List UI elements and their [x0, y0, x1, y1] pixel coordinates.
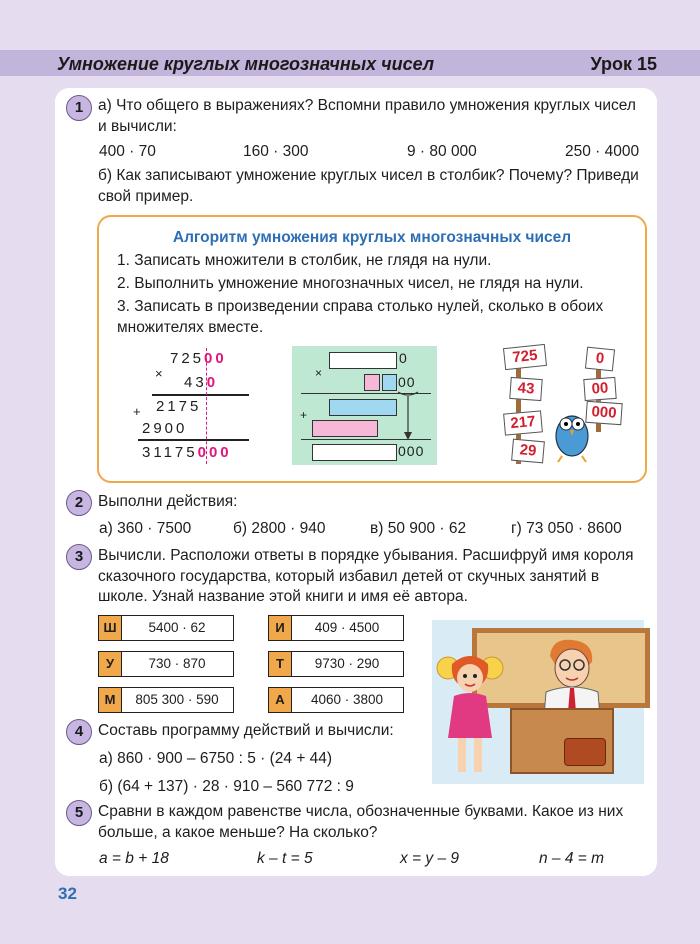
cipher-expr: 409 · 4500 — [314, 620, 380, 635]
task-number: 4 — [66, 719, 92, 745]
plus-sign: + — [133, 404, 144, 419]
cipher-card — [268, 615, 404, 641]
cipher-card — [268, 687, 404, 713]
result-zeros: 000 — [197, 444, 232, 461]
cipher-expr: 805 300 · 590 — [135, 692, 219, 707]
partial-product-2: 2900 — [142, 420, 188, 437]
cipher-card — [98, 615, 234, 641]
classroom-illustration — [432, 620, 644, 784]
algorithm-step: 1. Записать множители в столбик, не глядя на нули. — [117, 252, 492, 269]
task4-b: б) (64 + 137) · 28 · 910 – 560 772 : 9 — [99, 778, 354, 795]
cipher-letter: Т — [269, 652, 292, 676]
scheme-box — [329, 399, 397, 416]
zero-separator-line — [206, 348, 207, 464]
task-number: 3 — [66, 544, 92, 570]
task2-text: Выполни действия: — [98, 493, 238, 510]
cipher-expr: 5400 · 62 — [148, 620, 206, 635]
result-digits: 31175 — [142, 444, 198, 461]
times-sign: × — [155, 366, 166, 381]
task3-text: Вычисли. Расположи ответы в порядке убывания. Расшифруй имя короля сказочного государства, который избавил детей от скучных занятий в школе. Узнай название этой книги и имя её автора. — [98, 547, 634, 605]
algorithm-title: Алгоритм умножения круглых многозначных чисел — [172, 229, 572, 246]
cipher-letter: Ш — [99, 616, 122, 640]
cipher-expr: 9730 · 290 — [314, 656, 380, 671]
column-line — [138, 439, 249, 441]
task5-equation: n – 4 = m — [539, 850, 605, 867]
task1-expr: 400 · 70 — [99, 143, 156, 160]
task2-expr: а) 360 · 7500 — [99, 520, 192, 537]
cipher-card — [98, 687, 234, 713]
algorithm-step: 2. Выполнить умножение многозначных чисел, не глядя на нули. — [117, 275, 584, 292]
briefcase-icon — [564, 738, 606, 766]
task2-expr: г) 73 050 · 8600 — [511, 520, 622, 537]
sign-board: 000 — [585, 401, 622, 425]
task-number: 5 — [66, 800, 92, 826]
task1-b-text: б) Как записывают умножение круглых чисел в столбик? Почему? Приведи свой пример. — [98, 167, 639, 205]
sign-board: 217 — [503, 410, 543, 435]
sign-board: 43 — [509, 377, 542, 401]
sign-board: 0 — [585, 347, 615, 372]
multiplier-digits: 43 — [184, 374, 207, 391]
bird-icon — [548, 402, 594, 464]
signs-illustration — [498, 342, 630, 470]
cipher-letter: И — [269, 616, 292, 640]
header-bar — [0, 50, 700, 76]
cipher-card — [268, 651, 404, 677]
scheme-box — [364, 374, 380, 391]
task5-equation: a = b + 18 — [99, 850, 169, 867]
task1-expr: 250 · 4000 — [565, 143, 640, 160]
multiplicand-digits: 725 — [170, 350, 205, 367]
girl-icon — [434, 642, 506, 782]
scheme-plus: + — [300, 408, 308, 422]
column-line — [152, 394, 249, 396]
partial-product-1: 2175 — [156, 398, 202, 415]
task5-text: Сравни в каждом равенстве числа, обозначенные буквами. Какое из них больше, а какое меньше? На сколько? — [98, 803, 624, 841]
page-title: Умножение круглых многозначных чисел — [57, 54, 435, 74]
arrow-down-icon — [396, 390, 420, 442]
scheme-times: × — [315, 366, 323, 380]
task-number: 1 — [66, 95, 92, 121]
lesson-label: Урок 15 — [590, 54, 657, 74]
task-number: 2 — [66, 490, 92, 516]
cipher-expr: 4060 · 3800 — [310, 692, 384, 707]
task1-expr: 160 · 300 — [243, 143, 309, 160]
scheme-zero: 0 — [399, 350, 407, 366]
scheme-zeros: 000 — [398, 443, 425, 459]
cipher-expr: 730 · 870 — [148, 656, 206, 671]
cipher-letter: А — [269, 688, 292, 712]
scheme-box — [329, 352, 397, 369]
task5-equation: x = y – 9 — [400, 850, 460, 867]
cipher-card — [98, 651, 234, 677]
cipher-letter: У — [99, 652, 122, 676]
scheme-box — [382, 374, 397, 391]
scheme-box — [312, 444, 397, 461]
scheme-zeros: 00 — [398, 374, 416, 390]
task1-expr: 9 · 80 000 — [407, 143, 477, 160]
cipher-letter: М — [99, 688, 122, 712]
task2-expr: в) 50 900 · 62 — [370, 520, 467, 537]
task5-equation: k – t = 5 — [257, 850, 313, 867]
task1-a-text: а) Что общего в выражениях? Вспомни правило умножения круглых чисел и вычисли: — [98, 97, 636, 135]
sign-board: 725 — [503, 344, 547, 370]
task2-expr: б) 2800 · 940 — [233, 520, 326, 537]
multiplier-zeros: 0 — [206, 374, 219, 391]
sign-board: 29 — [511, 439, 545, 464]
sign-board: 00 — [583, 377, 616, 401]
task4-text: Составь программу действий и вычисли: — [98, 722, 394, 739]
multiplication-scheme — [292, 346, 437, 465]
algorithm-step: 3. Записать в произведении справа столько нулей, сколько в обоих множителях вместе. — [117, 298, 604, 336]
scheme-box — [312, 420, 378, 437]
multiplicand-zeros: 00 — [204, 350, 227, 367]
page-number: 32 — [58, 884, 77, 903]
task4-a: а) 860 · 900 – 6750 : 5 · (24 + 44) — [99, 750, 333, 767]
